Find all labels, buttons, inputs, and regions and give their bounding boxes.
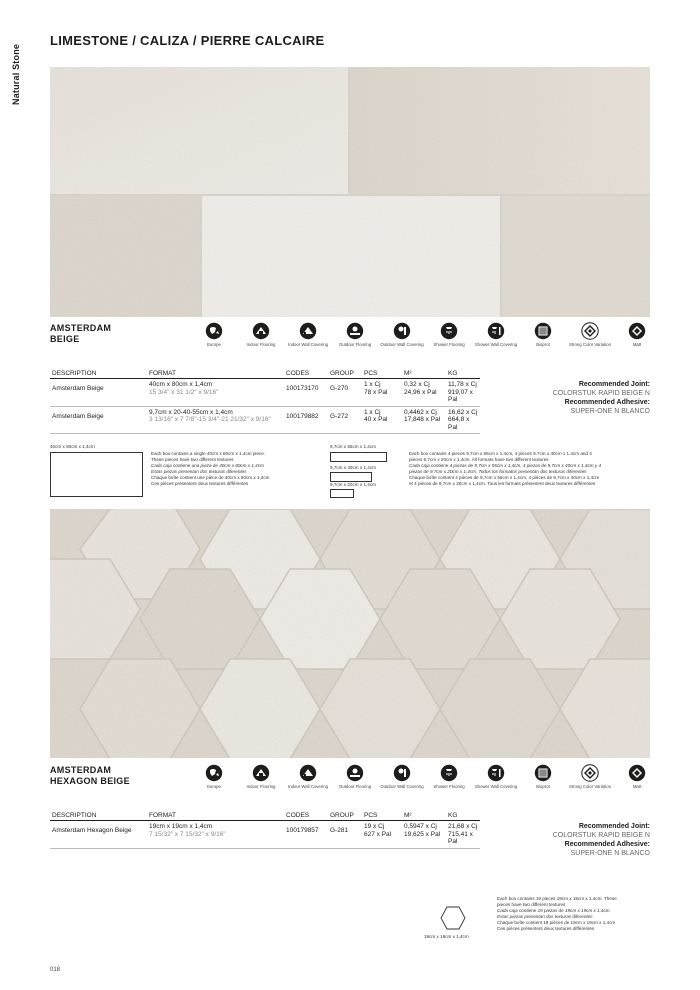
strong-color-variation-icon	[581, 764, 599, 782]
hexagon-format-shape	[440, 906, 466, 930]
icon-label: Indoor Wall Covering	[288, 784, 328, 789]
indoor-wall-covering-icon	[299, 764, 317, 782]
icon-label: Outdoor Flooring	[338, 784, 372, 789]
big-format-label: 40cm x 80cm x 1,4cm	[50, 444, 95, 449]
col-m2: M²	[402, 812, 446, 821]
col-kg: KG	[446, 370, 480, 379]
icon-label: Outdoor Flooring	[338, 342, 372, 347]
matt-finish-icon	[628, 764, 646, 782]
strip-55-label: 9,7cm x 55cm x 1,4cm	[330, 444, 376, 449]
adhesive-value: SUPER-ONE N BLANCO	[570, 850, 650, 857]
icon-label: Bioprot	[536, 342, 550, 347]
col-kg: KG	[446, 812, 480, 821]
adhesive-value: SUPER-ONE N BLANCO	[570, 408, 650, 415]
cell-kg: 11,78 x Cj 919,07 x Pal	[446, 379, 480, 407]
icon-label: Indoor Flooring	[246, 342, 276, 347]
adhesive-title: Recommended Adhesive:	[564, 841, 650, 848]
indoor-wall-icon-cell	[284, 322, 332, 347]
col-group: GROUP	[328, 370, 362, 379]
table-row	[50, 379, 480, 407]
shower-wall-covering-icon	[487, 322, 505, 340]
indoor-wall-icon-cell	[284, 764, 332, 789]
bioprot-icon	[534, 764, 552, 782]
strip-20-label: 9,7cm x 20cm x 1,4cm	[330, 482, 376, 487]
col-format: FORMAT	[147, 812, 284, 821]
cell-m2: 0,4462 x Cj 17,848 x Pal	[402, 406, 446, 434]
col-description: DESCRIPTION	[50, 812, 147, 821]
europe-icon	[205, 322, 223, 340]
indoor-flooring-icon	[252, 764, 270, 782]
cell-m2: 0,5947 x Cj 19,625 x Pal	[402, 821, 446, 849]
product-name-line2: BEIGE	[50, 334, 80, 344]
matt-finish-icon	[628, 322, 646, 340]
col-group: GROUP	[328, 812, 362, 821]
cell-description: Amsterdam Beige	[50, 379, 147, 407]
cell-description: Amsterdam Hexagon Beige	[50, 821, 147, 849]
strong-color-variation-icon	[581, 322, 599, 340]
outdoor-flooring-icon-cell	[331, 322, 379, 347]
joint-title: Recommended Joint:	[578, 381, 650, 388]
product-name-line1: AMSTERDAM	[50, 323, 112, 333]
col-description: DESCRIPTION	[50, 370, 147, 379]
icon-label: Bioprot	[536, 784, 550, 789]
cell-code: 100173170	[284, 379, 328, 407]
col-m2: M²	[402, 370, 446, 379]
icon-label: Outdoor Wall Covering	[380, 784, 424, 789]
outdoor-wall-covering-icon	[393, 322, 411, 340]
shower-flooring-icon-cell	[425, 322, 473, 347]
cell-format: 19cm x 19cm x 1,4cm 7 15/32" x 7 15/32" x 9/16"	[147, 821, 284, 849]
icon-label: Europe	[207, 784, 221, 789]
matt-icon-cell	[613, 322, 661, 347]
big-format-note: Each box contains a single 40cm x 80cm x 1.4cm piece. These pieces have two different textures Cada caja contiene una pieza de 40cm x 80cm x 1,4cm Estas piezas presentan dos texturas diferentes Chaque boîte contient une pièce de 40cm x 80cm x 1,4cm Ces pièces présentent deux textures différentes	[151, 451, 270, 486]
europe-icon-cell	[190, 322, 238, 347]
icon-label: Indoor Wall Covering	[288, 342, 328, 347]
outdoor-wall-covering-icon	[393, 764, 411, 782]
outdoor-flooring-icon	[346, 764, 364, 782]
col-pcs: PCS	[362, 370, 402, 379]
bioprot-icon-cell	[519, 322, 567, 347]
amsterdam-beige-spec-table	[50, 370, 480, 434]
strip-20-box	[330, 489, 354, 498]
cell-description: Amsterdam Beige	[50, 406, 147, 434]
cell-m2: 0,32 x Cj 24,96 x Pal	[402, 379, 446, 407]
product-name-line1: AMSTERDAM	[50, 765, 112, 775]
strip-40-label: 9,7cm x 40cm x 1,4cm	[330, 465, 376, 470]
cell-code: 100179882	[284, 406, 328, 434]
color-variation-icon-cell	[566, 764, 614, 789]
icon-label: Indoor Flooring	[246, 784, 276, 789]
col-codes: CODES	[284, 812, 328, 821]
icon-label: Shower Flooring	[433, 784, 465, 789]
amsterdam-hexagon-photo	[50, 509, 650, 758]
outdoor-flooring-icon	[346, 322, 364, 340]
usage-icons-row	[190, 764, 660, 804]
col-pcs: PCS	[362, 812, 402, 821]
col-format: FORMAT	[147, 370, 284, 379]
page-number: 018	[50, 967, 61, 973]
amsterdam-beige-photo	[50, 67, 650, 317]
indoor-flooring-icon-cell	[237, 322, 285, 347]
side-tab-label: Natural Stone	[11, 43, 21, 105]
joint-value: COLORSTUK RAPID BEIGE N	[552, 832, 650, 839]
col-codes: CODES	[284, 370, 328, 379]
cell-group: G-272	[328, 406, 362, 434]
indoor-wall-covering-icon	[299, 322, 317, 340]
big-format-box	[50, 452, 143, 497]
product-name-line2: HEXAGON BEIGE	[50, 776, 130, 786]
icon-label: Shower Wall Covering	[474, 342, 518, 347]
product-name	[50, 323, 111, 345]
shower-wall-icon-cell	[472, 764, 520, 789]
cell-pcs: 19 x Cj 627 x Pal	[362, 821, 402, 849]
cell-format: 9,7cm x 20-40-55cm x 1,4cm 3 13/16" x 7 7/8"-15 3/4"-21 21/32" x 9/16"	[147, 406, 284, 434]
outdoor-wall-icon-cell	[378, 764, 426, 789]
amsterdam-hexagon-spec-table	[50, 812, 480, 849]
joint-title: Recommended Joint:	[578, 823, 650, 830]
indoor-flooring-icon-cell	[237, 764, 285, 789]
icon-label: Shower Flooring	[433, 342, 465, 347]
color-variation-icon-cell	[566, 322, 614, 347]
joint-value: COLORSTUK RAPID BEIGE N	[552, 390, 650, 397]
strip-55-box	[330, 452, 387, 462]
icon-label: Outdoor Wall Covering	[380, 342, 424, 347]
strip-format-note: Each box contains 4 pieces 9.7cm x 55cm x 1.4cm, 4 pieces 9.7cm x 40cm x 1.4cm and 4 pieces 9.7cm x 20cm x 1.4cm. All formats have two different textures Cada caja contiene 4 piezas de 9,7cm x 55cm x 1,4cm, 4 piezas de 9,7cm x 40cm x 1,4cm y 4 piezas de 9,7cm x 20cm x 1,4cm. Todos los formatos presentan dos texturas diferentes Chaque boîte contient 4 pièces de 9,7cm x 55cm x 1,4cm, 4 pièces de 9,7cm x 40cm x 1,4cm et 4 pièces de 9,7cm x 20cm x 1,4cm. Tous les formats présentent deux textures différentes	[409, 451, 602, 486]
cell-format: 40cm x 80cm x 1,4cm 15 3/4" x 31 1/2" x 9/16"	[147, 379, 284, 407]
icon-label: Strong Color Variation	[569, 342, 611, 347]
cell-code: 100179857	[284, 821, 328, 849]
cell-group: G-270	[328, 379, 362, 407]
table-header-row	[50, 812, 480, 821]
icon-label: Europe	[207, 342, 221, 347]
shower-flooring-icon	[440, 322, 458, 340]
icon-label: Matt	[632, 342, 642, 347]
hex-format-label: 19cm x 19cm x 1,4cm	[424, 934, 469, 939]
matt-icon-cell	[613, 764, 661, 789]
cell-group: G-281	[328, 821, 362, 849]
bioprot-icon	[534, 322, 552, 340]
cell-kg: 16,62 x Cj 664,8 x Pal	[446, 406, 480, 434]
icon-label: Strong Color Variation	[569, 784, 611, 789]
indoor-flooring-icon	[252, 322, 270, 340]
outdoor-flooring-icon-cell	[331, 764, 379, 789]
shower-flooring-icon	[440, 764, 458, 782]
europe-icon-cell	[190, 764, 238, 789]
shower-flooring-icon-cell	[425, 764, 473, 789]
recommended-joint-block	[490, 822, 650, 858]
product-name	[50, 765, 130, 787]
adhesive-title: Recommended Adhesive:	[564, 399, 650, 406]
cell-pcs: 1 x Cj 78 x Pal	[362, 379, 402, 407]
shower-wall-icon-cell	[472, 322, 520, 347]
table-header-row	[50, 370, 480, 379]
bioprot-icon-cell	[519, 764, 567, 789]
strip-40-box	[330, 472, 372, 482]
icon-label: Shower Wall Covering	[474, 784, 518, 789]
side-tab	[6, 30, 20, 110]
table-row	[50, 821, 480, 849]
hex-format-note: Each box contains 19 pieces 19cm x 19cm x 1.4cm. These pieces have two different textures Cada caja contiene 19 piezas de 19cm x 19cm x 1,4cm Estas piezas presentan dos texturas diferentes Chaque boîte contient 19 pièces de 19cm x 19cm x 1,4cm Ces pièces présentent deux textures différentes	[497, 896, 617, 931]
outdoor-wall-icon-cell	[378, 322, 426, 347]
shower-wall-covering-icon	[487, 764, 505, 782]
europe-icon	[205, 764, 223, 782]
table-row	[50, 406, 480, 434]
usage-icons-row	[190, 322, 660, 362]
cell-pcs: 1 x Cj 40 x Pal	[362, 406, 402, 434]
recommended-joint-block	[490, 380, 650, 416]
cell-kg: 21,68 x Cj 715,41 x Pal	[446, 821, 480, 849]
icon-label: Matt	[632, 784, 642, 789]
page-title: LIMESTONE / CALIZA / PIERRE CALCAIRE	[50, 33, 325, 48]
